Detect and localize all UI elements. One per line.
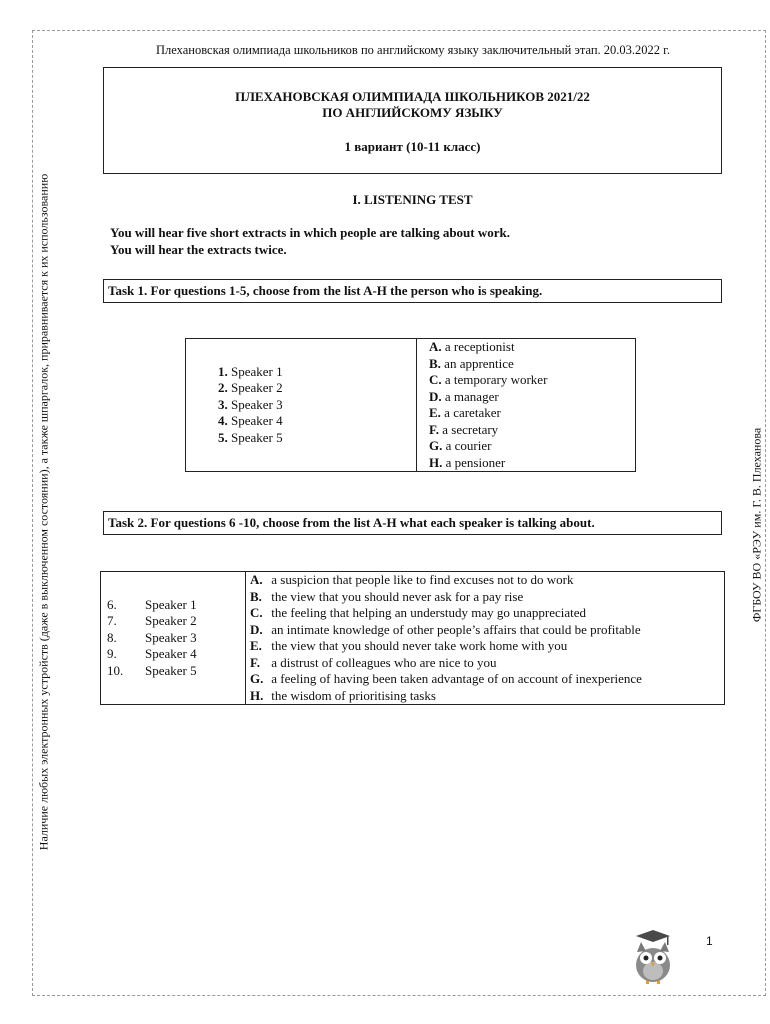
- task1-speaker-row: [186, 413, 416, 430]
- intro-line-2: You will hear the extracts twice.: [110, 242, 287, 257]
- task2-options-cell: [246, 572, 725, 705]
- task2-option-row: [246, 688, 724, 705]
- option-letter: B.: [429, 355, 441, 371]
- option-letter: F.: [250, 654, 260, 670]
- task1-speaker-row: [186, 397, 416, 414]
- speaker-label: Speaker 4: [231, 413, 283, 429]
- speaker-number: 5.: [218, 429, 228, 445]
- speaker-label: Speaker 1: [145, 596, 197, 612]
- task1-instruction: Task 1. For questions 1-5, choose from the list A-H the person who is speaking.: [103, 279, 722, 303]
- title-line-1: ПЛЕХАНОВСКАЯ ОЛИМПИАДА ШКОЛЬНИКОВ 2021/22: [235, 89, 590, 104]
- task2-speaker-row: [101, 613, 245, 630]
- task1-option-row: [417, 389, 635, 406]
- option-letter: H.: [429, 454, 443, 470]
- speaker-label: Speaker 5: [231, 429, 283, 445]
- speaker-number: 7.: [107, 613, 117, 629]
- speaker-label: Speaker 2: [231, 380, 283, 396]
- variant-label: 1 вариант (10-11 класс): [344, 139, 481, 154]
- speaker-number: 4.: [218, 413, 228, 429]
- option-letter: C.: [429, 372, 442, 387]
- page-header: Плехановская олимпиада школьников по английскому языку заключительный этап. 20.03.2022 г.: [155, 43, 671, 57]
- title-box: [103, 67, 722, 174]
- intro-line-1: You will hear five short extracts in which people are talking about work.: [110, 225, 510, 240]
- option-text: an intimate knowledge of other people’s affairs that could be profitable: [271, 621, 641, 637]
- task1-option-row: [417, 372, 635, 389]
- task1-speaker-row: [186, 380, 416, 397]
- option-text: the feeling that helping an understudy may go unappreciated: [271, 605, 587, 620]
- task2-instruction: Task 2. For questions 6 -10, choose from the list A-H what each speaker is talking about.: [103, 511, 722, 535]
- option-letter: E.: [429, 405, 441, 420]
- speaker-number: 8.: [107, 629, 117, 645]
- option-letter: D.: [429, 388, 442, 404]
- task1-speaker-row: [186, 430, 416, 447]
- option-text: a pensioner: [445, 454, 506, 470]
- task2-speakers-list: [101, 597, 245, 680]
- option-text: the view that you should never take work home with you: [271, 638, 568, 653]
- option-text: the wisdom of prioritising tasks: [271, 687, 436, 703]
- option-text: a temporary worker: [444, 372, 548, 387]
- option-text: an apprentice: [444, 355, 514, 371]
- option-letter: A.: [250, 572, 263, 587]
- task1-speaker-row: [186, 364, 416, 381]
- speaker-label: Speaker 4: [145, 646, 197, 662]
- option-letter: H.: [250, 687, 264, 703]
- task2-speakers-cell: [101, 572, 246, 705]
- task2-option-row: [246, 638, 724, 655]
- speaker-number: 2.: [218, 380, 228, 396]
- task2-speaker-row: [101, 646, 245, 663]
- option-text: a suspicion that people like to find excuses not to do work: [271, 572, 574, 587]
- task1-option-row: [417, 422, 635, 439]
- task2-option-row: [246, 655, 724, 672]
- option-text: a courier: [445, 438, 492, 453]
- task1-table: [185, 338, 636, 472]
- task2-table: [100, 571, 725, 705]
- option-letter: E.: [250, 638, 262, 653]
- task1-option-row: [417, 356, 635, 373]
- title-line-2: ПО АНГЛИЙСКОМУ ЯЗЫКУ: [322, 105, 503, 120]
- option-letter: G.: [250, 671, 264, 686]
- speaker-label: Speaker 5: [145, 662, 197, 678]
- speaker-label: Speaker 3: [145, 629, 197, 645]
- option-letter: B.: [250, 588, 262, 604]
- option-text: a manager: [444, 388, 499, 404]
- speaker-number: 3.: [218, 396, 228, 412]
- task2-options-list: [246, 572, 724, 704]
- option-letter: F.: [429, 421, 439, 437]
- option-text: the view that you should never ask for a pay rise: [271, 588, 524, 604]
- task2-option-row: [246, 572, 724, 589]
- speaker-label: Speaker 3: [231, 396, 283, 412]
- option-letter: A.: [429, 339, 442, 354]
- task2-option-row: [246, 671, 724, 688]
- option-letter: C.: [250, 605, 263, 620]
- section-heading: I. LISTENING TEST: [352, 192, 473, 207]
- side-warning-text: Наличие любых электронных устройств (даже в выключенном состоянии), а также шпаргалок, приравнивается к их использованию: [36, 173, 51, 851]
- option-text: a caretaker: [444, 405, 501, 420]
- task2-option-row: [246, 622, 724, 639]
- task1-speakers-cell: [186, 339, 417, 472]
- task1-option-row: [417, 455, 635, 472]
- task2-option-row: [246, 589, 724, 606]
- task1-options-list: [417, 339, 635, 471]
- task2-speaker-row: [101, 630, 245, 647]
- option-letter: G.: [429, 438, 443, 453]
- task1-option-row: [417, 339, 635, 356]
- speaker-number: 6.: [107, 596, 117, 612]
- task1-speakers-list: [186, 364, 416, 447]
- option-text: a receptionist: [444, 339, 515, 354]
- task2-option-row: [246, 605, 724, 622]
- speaker-label: Speaker 1: [231, 363, 283, 379]
- option-text: a secretary: [442, 421, 499, 437]
- option-letter: D.: [250, 621, 263, 637]
- speaker-number: 10.: [107, 662, 124, 678]
- speaker-number: 9.: [107, 646, 117, 662]
- task1-option-row: [417, 405, 635, 422]
- speaker-label: Speaker 2: [145, 613, 197, 629]
- side-university-text: ФГБОУ ВО «РЭУ им. Г. В. Плеханова: [749, 427, 764, 623]
- option-text: a feeling of having been taken advantage of on account of inexperience: [271, 671, 642, 686]
- option-text: a distrust of colleagues who are nice to you: [271, 654, 497, 670]
- task2-speaker-row: [101, 597, 245, 614]
- owl-graduate-icon: [628, 927, 678, 985]
- task2-speaker-row: [101, 663, 245, 680]
- task1-option-row: [417, 438, 635, 455]
- task1-options-cell: [417, 339, 636, 472]
- speaker-number: 1.: [218, 363, 228, 379]
- page-number: 1: [706, 934, 713, 948]
